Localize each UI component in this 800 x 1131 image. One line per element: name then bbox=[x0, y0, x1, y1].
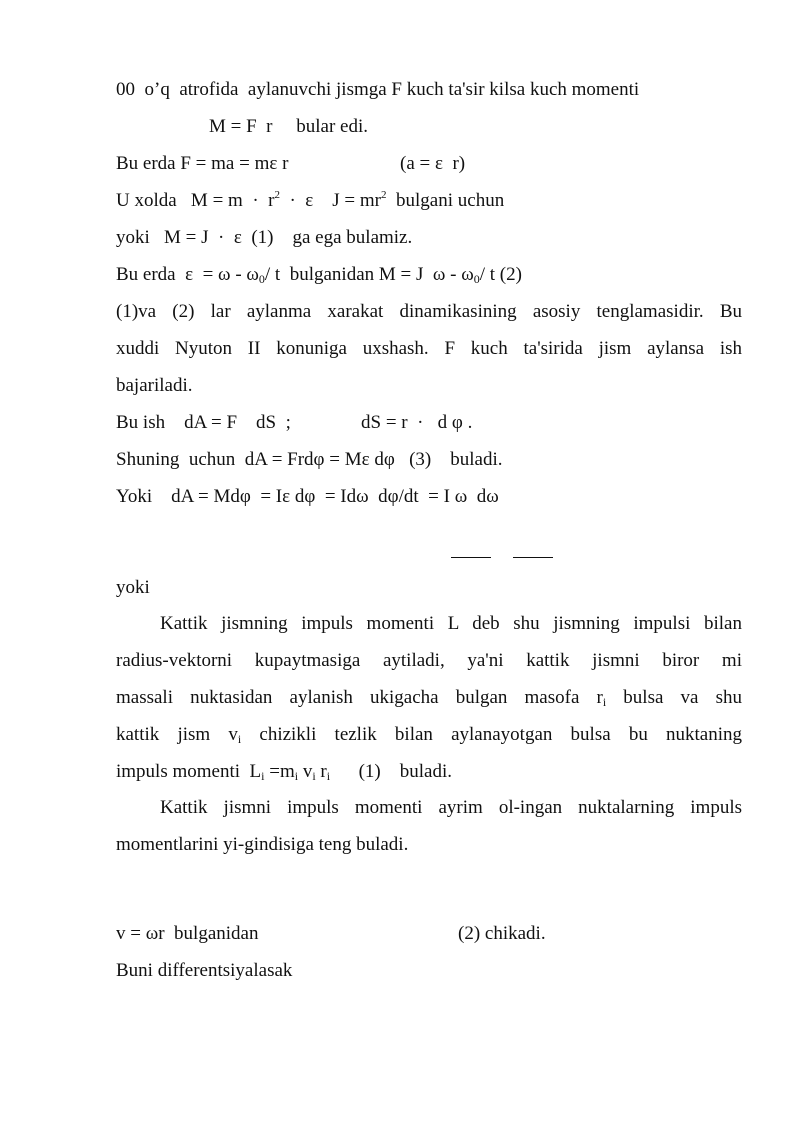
paragraph-1-line-2: xuddi Nyuton II konuniga uxshash. F kuch ta'sirida jism aylansa ish bbox=[116, 338, 742, 359]
text-line-7a: Bu ish dA = F dS ; bbox=[116, 412, 291, 433]
subscript-i-r: i bbox=[602, 695, 607, 709]
paragraph-2-line-3 bbox=[116, 686, 742, 710]
paragraph-2-line-5d: r bbox=[315, 761, 327, 782]
paragraph-2-line-1: Kattik jismning impuls momenti L deb shu jismning impulsi bilan bbox=[160, 613, 742, 634]
subscript-i-3: i bbox=[312, 769, 316, 783]
text-line-6c: / t (2) bbox=[479, 264, 522, 285]
text-line-4c: bulgani uchun bbox=[386, 190, 505, 211]
subscript-i-2: i bbox=[294, 769, 299, 783]
paragraph-1-line-1: (1)va (2) lar aylanma xarakat dinamikasining asosiy tenglamasidir. Bu bbox=[116, 301, 742, 322]
paragraph-3-line-2: momentlarini yi-gindisiga teng buladi. bbox=[116, 834, 409, 855]
text-line-5: yoki M = J · ε (1) ga ega bulamiz. bbox=[116, 227, 413, 248]
paragraph-2-line-5b: =m bbox=[264, 761, 295, 782]
superscript-2b: 2 bbox=[381, 189, 387, 201]
text-line-3a: Bu erda F = ma = mε r bbox=[116, 153, 289, 174]
fraction-bar-2 bbox=[513, 557, 553, 558]
paragraph-2-line-4 bbox=[116, 723, 742, 747]
text-line-4a: U xolda M = m · r bbox=[116, 190, 275, 211]
paragraph-2-line-5c: v bbox=[298, 761, 313, 782]
text-line-6b: / t bulganidan M = J ω - ω bbox=[264, 264, 474, 285]
text-line-6 bbox=[116, 263, 522, 287]
text-line-7b: dS = r · d φ . bbox=[361, 412, 473, 433]
superscript-2a: 2 bbox=[274, 189, 280, 201]
subscript-0a: 0 bbox=[258, 272, 265, 286]
text-line-11a: v = ωr bulganidan bbox=[116, 923, 259, 944]
paragraph-2-line-5 bbox=[116, 760, 452, 784]
fraction-bar-1 bbox=[451, 557, 491, 558]
subscript-i-1: i bbox=[261, 769, 265, 783]
paragraph-2-line-4a: kattik jism v bbox=[116, 724, 238, 745]
paragraph-2-line-3b: bulsa va shu bbox=[606, 687, 742, 708]
paragraph-2-line-3a: massali nuktasidan aylanish ukigacha bulgan masofa r bbox=[116, 687, 603, 708]
text-line-yoki: yoki bbox=[116, 577, 150, 598]
text-line-1: 00 o’q atrofida aylanuvchi jismga F kuch ta'sir kilsa kuch momenti bbox=[116, 79, 640, 100]
text-line-4b: · ε J = mr bbox=[279, 190, 382, 211]
paragraph-2-line-5a: impuls momenti L bbox=[116, 761, 262, 782]
text-line-12: Buni differentsiyalasak bbox=[116, 960, 293, 981]
paragraph-3-line-1: Kattik jismni impuls momenti ayrim ol-ingan nuktalarning impuls bbox=[160, 797, 742, 818]
subscript-0b: 0 bbox=[473, 272, 480, 286]
text-line-3b: (a = ε r) bbox=[400, 153, 466, 174]
paragraph-1-line-3: bajariladi. bbox=[116, 375, 193, 396]
paragraph-2-line-5e: (1) buladi. bbox=[330, 761, 452, 782]
text-line-6a: Bu erda ε = ω - ω bbox=[116, 264, 259, 285]
subscript-i-4: i bbox=[326, 769, 331, 783]
text-line-11b: (2) chikadi. bbox=[458, 923, 546, 944]
paragraph-2-line-4b: chizikli tezlik bilan aylanayotgan bulsa bu nuktaning bbox=[241, 724, 743, 745]
subscript-i-v: i bbox=[237, 732, 242, 746]
formula-torque: M = F r bular edi. bbox=[209, 116, 369, 137]
text-line-4 bbox=[116, 189, 504, 213]
text-line-8: Shuning uchun dA = Frdφ = Mε dφ (3) buladi. bbox=[116, 449, 503, 470]
paragraph-2-line-2: radius-vektorni kupaytmasiga aytiladi, ya'ni kattik jismni biror mi bbox=[116, 650, 742, 671]
text-line-9: Yoki dA = Mdφ = Iε dφ = Idω dφ/dt = I ω dω bbox=[116, 486, 499, 507]
